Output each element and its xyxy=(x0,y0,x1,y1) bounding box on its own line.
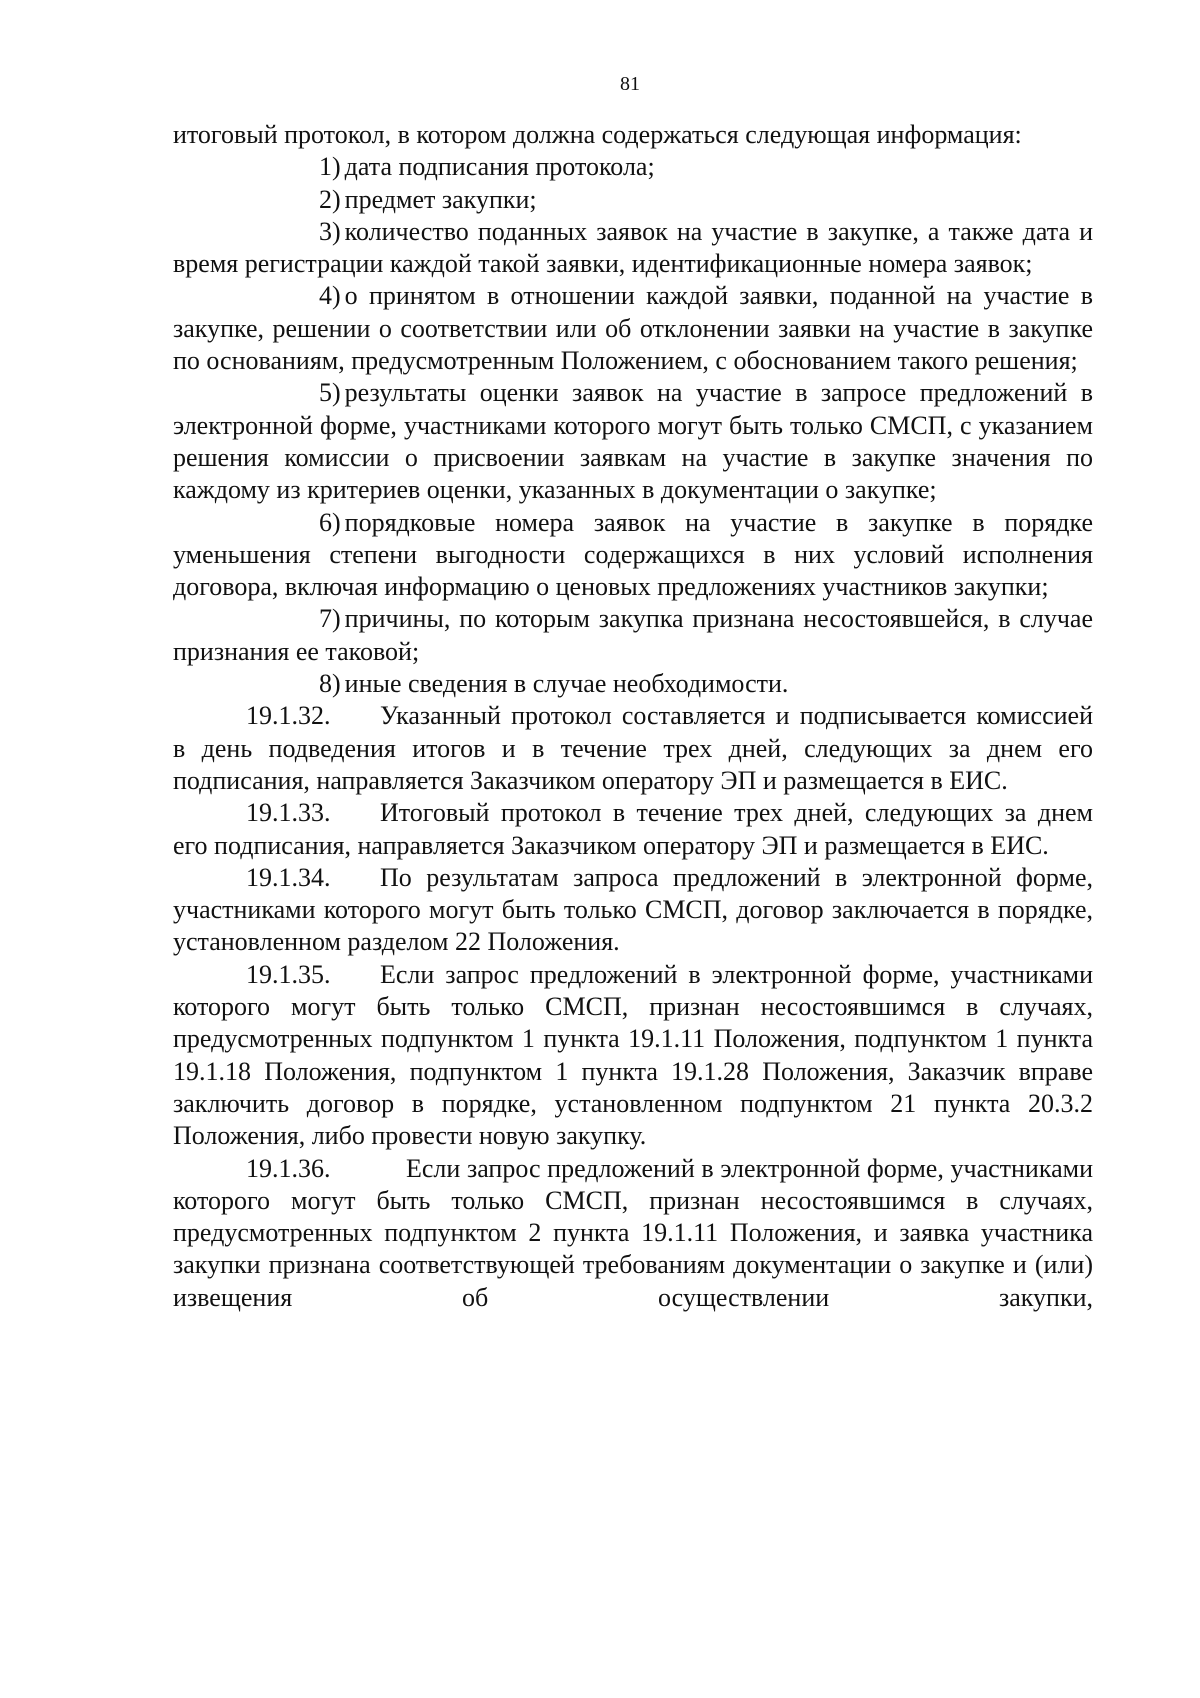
list-item-text: причины, по которым закупка признана несостоявшейся, в случае признания ее таковой; xyxy=(173,604,1093,666)
list-item xyxy=(173,507,1093,604)
page-number: 81 xyxy=(620,73,640,95)
list-item-text: дата подписания протокола; xyxy=(344,152,655,182)
list-item-text: иные сведения в случае необходимости. xyxy=(344,669,789,699)
list-item-number: 4) xyxy=(319,281,341,311)
list-item-text: порядковые номера заявок на участие в закупке в порядке уменьшения степени выгодности содержащихся в них условий исполнения договора, включая информацию о ценовых предложениях участников закупки; xyxy=(173,507,1093,602)
clause-paragraph xyxy=(173,700,1093,797)
list-item-text: о принятом в отношении каждой заявки, поданной на участие в закупке, решении о соответствии или об отклонении заявки на участие в закупке по основаниям, предусмотренным Положением, с обоснованием такого решения; xyxy=(173,281,1093,376)
list-item-text: количество поданных заявок на участие в закупке, а также дата и время регистрации каждой такой заявки, идентификационные номера заявок; xyxy=(173,216,1093,279)
clause-number: 19.1.35. xyxy=(246,959,331,989)
list-item-number: 8) xyxy=(319,669,341,699)
document-body xyxy=(173,119,1093,1314)
clause-paragraph xyxy=(173,1153,1093,1314)
list-item-text: результаты оценки заявок на участие в запросе предложений в электронной форме, участниками которого могут быть только СМСП, с указанием решения комиссии о присвоении заявкам на участие в закупке значения по каждому из критериев оценки, указанных в документации о закупке; xyxy=(173,378,1093,505)
list-item-number: 1) xyxy=(319,152,341,182)
list-item-number: 3) xyxy=(319,216,341,246)
list-item-number: 7) xyxy=(319,604,341,634)
clause-number: 19.1.32. xyxy=(246,701,331,731)
list-item xyxy=(173,668,1093,700)
list-item xyxy=(173,280,1093,377)
list-item xyxy=(173,603,1093,668)
list-item-number: 5) xyxy=(319,378,341,408)
clause-number: 19.1.34. xyxy=(246,862,331,892)
clause-text: Итоговый протокол в течение трех дней, следующих за днем его подписания, направляется Заказчиком оператору ЭП и размещается в ЕИС. xyxy=(173,798,1093,860)
list-item xyxy=(173,151,1093,183)
clause-number: 19.1.36. xyxy=(246,1153,331,1183)
clause-text: Указанный протокол составляется и подписывается комиссией в день подведения итогов и в течение трех дней, следующих за днем его подписания, направляется Заказчиком оператору ЭП и размещается в ЕИС. xyxy=(173,701,1093,795)
list-item-text: предмет закупки; xyxy=(344,184,537,214)
clause-text: Если запрос предложений в электронной форме, участниками которого могут быть только СМСП, признан несостоявшимся в случаях, предусмотренных подпунктом 1 пункта 19.1.11 Положения, подпунктом 1 пункта 19.1.18 Положения, подпунктом 1 пункта 19.1.28 Положения, Заказчик вправе заключить договор в порядке, установленном подпунктом 21 пункта 20.3.2 Положения, либо провести новую закупку. xyxy=(173,959,1093,1151)
clause-paragraph xyxy=(173,862,1093,959)
clause-number: 19.1.33. xyxy=(246,798,331,828)
list-item-number: 6) xyxy=(319,507,341,537)
list-item xyxy=(173,184,1093,216)
clause-paragraph xyxy=(173,797,1093,862)
clause-text: Если запрос предложений в электронной форме, участниками которого могут быть только СМСП, признан несостоявшимся в случаях, предусмотренных подпунктом 2 пункта 19.1.11 Положения, и заявка участника закупки признана соответствующей требованиям документации о закупке и (или) извещения об осуществлении закупки, xyxy=(173,1153,1093,1312)
intro-paragraph: итоговый протокол, в котором должна содержаться следующая информация: xyxy=(173,120,1022,149)
clause-text: По результатам запроса предложений в электронной форме, участниками которого могут быть только СМСП, договор заключается в порядке, установленном разделом 22 Положения. xyxy=(173,862,1093,957)
list-item xyxy=(173,216,1093,281)
list-item xyxy=(173,377,1093,506)
list-item-number: 2) xyxy=(319,184,341,214)
clause-paragraph xyxy=(173,959,1093,1153)
